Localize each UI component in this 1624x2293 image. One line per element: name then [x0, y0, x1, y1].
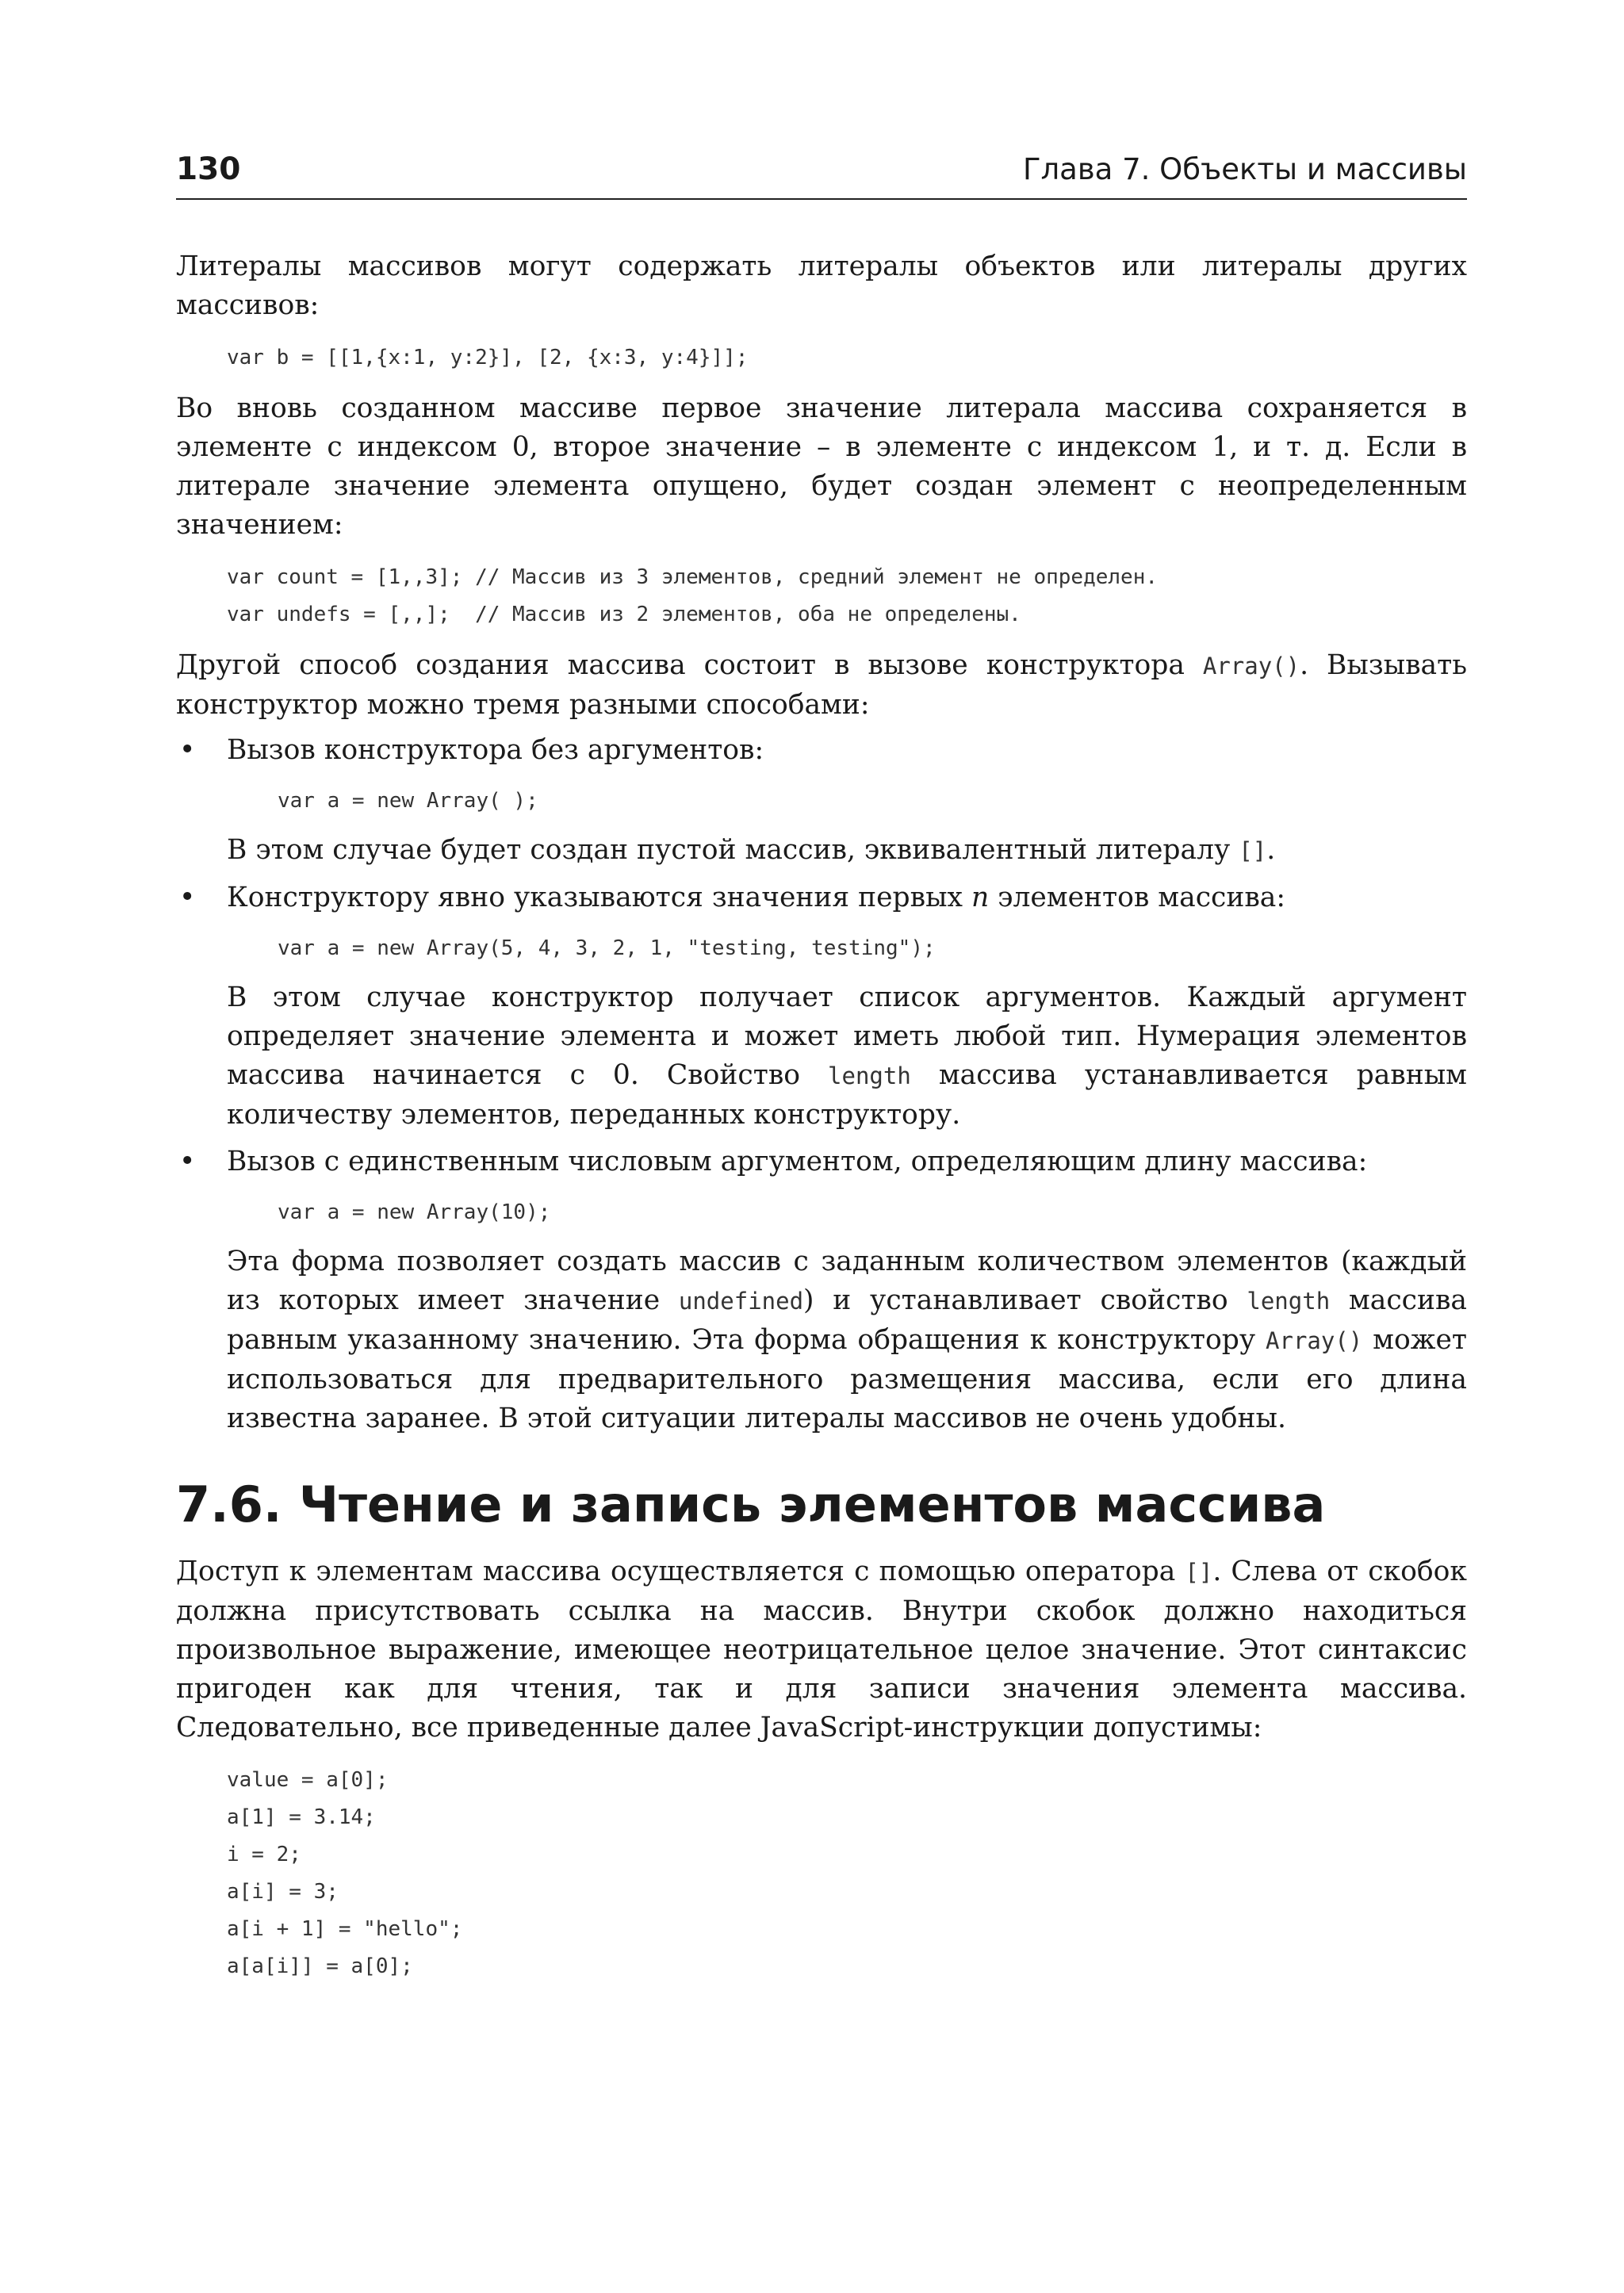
text: ) и устанавливает свойство	[803, 1284, 1247, 1316]
inline-code: Array()	[1202, 653, 1300, 679]
text: Эта форма позволяет создать массив с заданным количеством элементов (каждый из которых имеет значение	[227, 1246, 1467, 1316]
list-item-text	[227, 978, 1467, 1135]
page-header	[176, 147, 1467, 200]
list-item-title: Вызов конструктора без аргументов:	[227, 734, 764, 766]
inline-code: []	[1185, 1559, 1213, 1586]
bullet-icon: •	[179, 882, 196, 913]
page-number: 130	[176, 151, 241, 187]
code-array-values: var a = new Array(5, 4, 3, 2, 1, "testing, testing");	[278, 936, 936, 960]
code-empty-array: var a = new Array( );	[278, 789, 538, 813]
text: Другой способ создания массива состоит в вызове конструктора	[176, 649, 1203, 681]
variable-n: n	[971, 882, 990, 913]
bullet-icon: •	[179, 1146, 196, 1177]
text: массива устанавливается равным количеству элементов, переданных конструктору.	[227, 1059, 1467, 1131]
code-read-write-elements: value = a[0]; a[1] = 3.14; i = 2; a[i] = 3; a[i + 1] = "hello"; a[a[i]] = a[0];	[227, 1768, 463, 1978]
constructor-ways-list	[176, 731, 1467, 1438]
text: В этом случае будет создан пустой массив, эквивалентный литералу	[227, 834, 1239, 866]
paragraph-constructor-intro	[176, 646, 1467, 725]
text: . Вызывать конструктор можно тремя разными способами:	[176, 649, 1467, 721]
paragraph-element-access	[176, 1552, 1467, 1748]
code-array-length: var a = new Array(10);	[278, 1200, 551, 1224]
text: В этом случае конструктор получает список аргументов. Каждый аргумент определяет значение элемента и может иметь любой тип. Нумерация элементов массива начинается с 0. Свойство	[227, 982, 1467, 1091]
inline-code: undefined	[678, 1288, 804, 1315]
paragraph-literal-indexes: Во вновь созданном массиве первое значение литерала массива сохраняется в элементе с индексом 0, второе значение – в элементе с индексом 1, и т. д. Если в литерале значение элемента опущено, будет создан элемент с неопределенным значением:	[176, 392, 1467, 541]
running-head: Глава 7. Объекты и массивы	[1022, 152, 1467, 186]
paragraph-array-literals: Литералы массивов могут содержать литералы объектов или литералы других массивов:	[176, 251, 1467, 321]
text: . Слева от скобок должна присутствовать ссылка на массив. Внутри скобок должно находиться произвольное выражение, имеющее неотрицательное целое значение. Этот синтаксис пригоден как для чтения, так и для записи значения элемента массива. Следовательно, все приведенные далее JavaScript-инструкции допустимы:	[176, 1556, 1467, 1744]
text: элементов массива:	[989, 882, 1285, 913]
text: Конструктору явно указываются значения первых	[227, 882, 971, 913]
inline-code: Array()	[1266, 1327, 1363, 1354]
list-item-title	[227, 879, 1467, 917]
inline-code: []	[1239, 837, 1267, 864]
inline-code: length	[828, 1062, 911, 1089]
text: Доступ к элементам массива осуществляется с помощью оператора	[176, 1556, 1185, 1587]
list-item	[176, 731, 1467, 871]
inline-code: length	[1247, 1288, 1331, 1315]
text: может использоваться для предварительного размещения массива, если его длина известна заранее. В этой ситуации литералы массивов не очень удобны.	[227, 1324, 1467, 1434]
code-nested-literals: var b = [[1,{x:1, y:2}], [2, {x:3, y:4}]];	[227, 346, 749, 369]
list-item-text	[227, 1242, 1467, 1438]
list-item-title: Вызов с единственным числовым аргументом, определяющим длину массива:	[227, 1146, 1368, 1177]
list-item-text	[227, 831, 1467, 871]
list-item	[176, 879, 1467, 1135]
bullet-icon: •	[179, 734, 196, 766]
text: массива равным указанному значению. Эта форма обращения к конструктору	[227, 1284, 1467, 1356]
page-body	[176, 247, 1467, 1998]
code-undefined-elements: var count = [1,,3]; // Массив из 3 элементов, средний элемент не определен. var undefs = [,,]; // Массив из 2 элементов, оба не определены.	[227, 565, 1158, 626]
list-item	[176, 1143, 1467, 1438]
section-heading: 7.6. Чтение и запись элементов массива	[176, 1476, 1326, 1533]
text: .	[1266, 834, 1276, 866]
